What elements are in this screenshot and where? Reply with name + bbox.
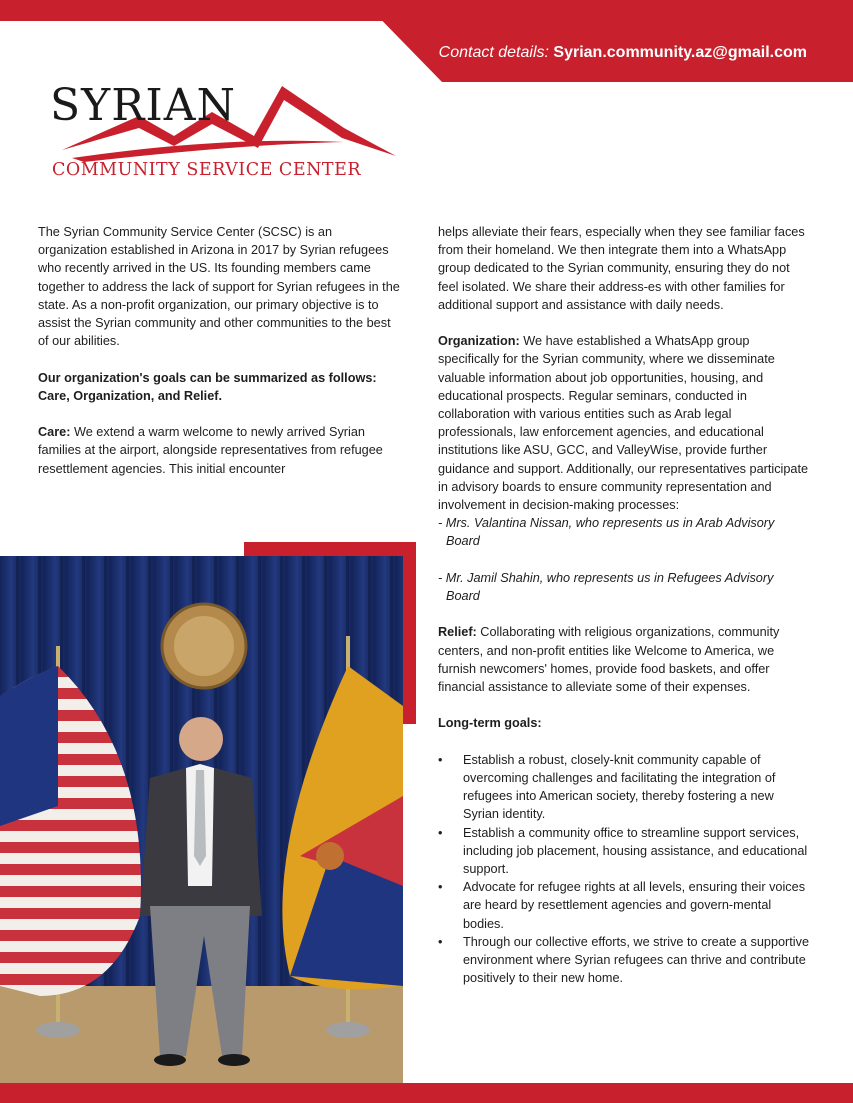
care-paragraph <box>38 423 404 478</box>
organization-label: Organization: <box>438 334 520 349</box>
photo-illustration <box>0 556 403 1083</box>
bottom-red-band <box>0 1083 853 1103</box>
goal-item: • Advocate for refugee rights at all levels, ensuring their voices are heard by resettlement agencies and govern-mental bodies. <box>438 878 810 933</box>
long-term-heading: Long-term goals: <box>438 716 542 731</box>
care-continued-paragraph: helps alleviate their fears, especially when they see familiar faces from their homeland. We then integrate them into a WhatsApp group dedicated to the Syrian community, ensuring they do not feel isolated. We share their address-es with other families for additional support and assistance with daily needs. <box>438 225 805 312</box>
left-column <box>38 223 404 496</box>
goal-item: • Establish a community office to streamline support services, including job placement, housing assistance, and educational support. <box>438 824 810 879</box>
goal-item: • Through our collective efforts, we strive to create a supportive environment where Syrian refugees can thrive and contribute positively to their new home. <box>438 933 810 988</box>
relief-paragraph <box>438 623 810 696</box>
relief-label: Relief: <box>438 625 477 640</box>
contact-banner <box>382 0 853 82</box>
logo-subtitle: COMMUNITY SERVICE CENTER <box>52 160 362 180</box>
relief-text: Collaborating with religious organizations, community centers, and non-profit entities like Welcome to America, we furnish newcomers' homes, provide food baskets, and offer financial assistance to alleviate some of their expenses. <box>438 625 780 695</box>
representative-photo <box>0 556 403 1083</box>
organization-logo <box>44 76 404 188</box>
care-label: Care: <box>38 425 71 440</box>
advisor-item: - Mrs. Valantina Nissan, who represents us in Arab Advisory Board <box>438 516 775 549</box>
advisor-item: - Mr. Jamil Shahin, who represents us in Refugees Advisory Board <box>438 570 774 604</box>
intro-paragraph: The Syrian Community Service Center (SCSC) is an organization established in Arizona in 2017 by Syrian refugees who recently arrived in the US. Its founding members came together to address the lack of support for Syrian refugees in the state. As a non-profit organization, our primary objective is to assist the Syrian community and other communities to the best of our abilities. <box>38 225 400 349</box>
goals-summary: Our organization's goals can be summarized as follows: Care, Organization, and Relief. <box>38 370 377 403</box>
organization-section <box>438 332 810 605</box>
care-text: We extend a warm welcome to newly arrived Syrian families at the airport, alongside representatives from refugee resettlement agencies. This initial encounter <box>38 425 383 476</box>
organization-paragraph <box>438 332 810 514</box>
contact-details <box>439 44 807 62</box>
right-column <box>438 223 810 987</box>
long-term-goals-list <box>438 751 810 988</box>
organization-text: We have established a WhatsApp group specifically for the Syrian community, where we disseminate valuable information about job opportunities, housing, and educational prospects. Regular seminars, conducted in collaboration with various entities such as Arab legal professionals, law enforcement agencies, and educational institutions like ASU, GCC, and ValleyWise, provide further guidance and support. Additionally, our representatives participate in advisory boards to ensure community representation and involvement in decision-making processes: <box>438 334 809 513</box>
logo-wordmark: SYRIAN <box>50 80 236 131</box>
contact-email-link[interactable]: Syrian.community.az@gmail.com <box>553 44 807 61</box>
goal-item: • Establish a robust, closely-knit community capable of overcoming challenges and facilitating the integration of refugees into American society, thereby fostering a new Syrian identity. <box>438 751 810 824</box>
contact-label: Contact details: <box>438 44 549 61</box>
